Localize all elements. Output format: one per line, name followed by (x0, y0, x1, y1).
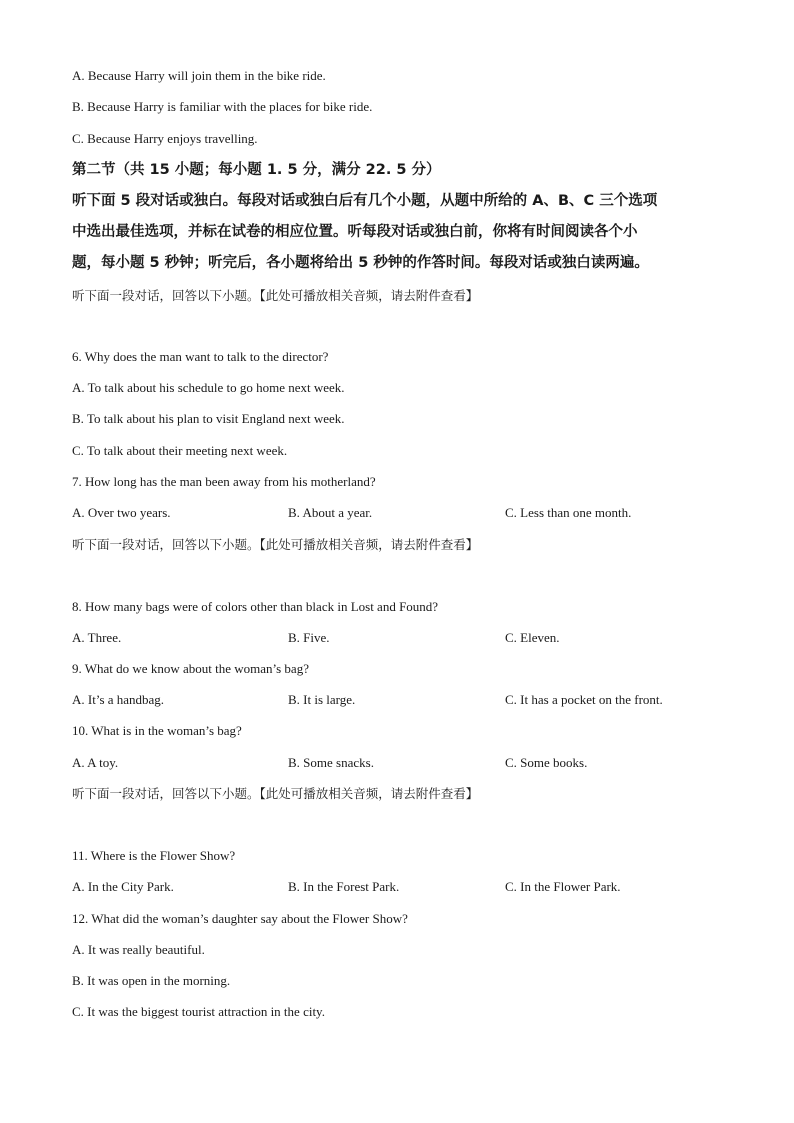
q9-option-c: C. It has a pocket on the front. (505, 692, 663, 707)
q11-option-a: A. In the City Park. (72, 879, 174, 894)
q11-option-c: C. In the Flower Park. (505, 879, 621, 894)
q6-option-c: C. To talk about their meeting next week. (72, 443, 288, 458)
q12-question: 12. What did the woman’s daughter say about the Flower Show? (72, 911, 408, 926)
q5-option-b: B. Because Harry is familiar with the places for bike ride. (72, 99, 373, 114)
q10-option-c: C. Some books. (505, 755, 588, 770)
q10-option-b: B. Some snacks. (288, 755, 374, 770)
q7-option-b: B. About a year. (288, 505, 373, 520)
q8-question: 8. How many bags were of colors other than black in Lost and Found? (72, 599, 439, 614)
q8-option-a: A. Three. (72, 630, 122, 645)
q6-question: 6. Why does the man want to talk to the director? (72, 349, 329, 364)
q8-option-b: B. Five. (288, 630, 330, 645)
audio-note: 听下面一段对话，回答以下小题。【此处可播放相关音频，请去附件查看】 (72, 537, 479, 552)
q7-option-a: A. Over two years. (72, 505, 171, 520)
q7-question: 7. How long has the man been away from his motherland? (72, 474, 376, 489)
q10-option-a: A. A toy. (72, 755, 119, 770)
q12-option-b: B. It was open in the morning. (72, 973, 231, 988)
q12-option-a: A. It was really beautiful. (72, 942, 205, 957)
q12-option-c: C. It was the biggest tourist attraction in the city. (72, 1004, 325, 1019)
q5-option-c: C. Because Harry enjoys travelling. (72, 131, 258, 146)
section-heading: 第二节（共 15 小题；每小题 1. 5 分，满分 22. 5 分） (72, 162, 441, 178)
section-instructions-line-1: 听下面 5 段对话或独白。每段对话或独白后有几个小题，从题中所给的 A、B、C 三个选项 (72, 193, 658, 209)
q7-option-c: C. Less than one month. (505, 505, 632, 520)
q11-question: 11. Where is the Flower Show? (72, 848, 236, 863)
q9-option-b: B. It is large. (288, 692, 356, 707)
q6-option-b: B. To talk about his plan to visit England next week. (72, 411, 345, 426)
q9-option-a: A. It’s a handbag. (72, 692, 165, 707)
q5-option-a: A. Because Harry will join them in the bike ride. (72, 68, 326, 83)
q8-option-c: C. Eleven. (505, 630, 560, 645)
q9-question: 9. What do we know about the woman’s bag? (72, 661, 309, 676)
q11-option-b: B. In the Forest Park. (288, 879, 400, 894)
q6-option-a: A. To talk about his schedule to go home next week. (72, 380, 345, 395)
section-instructions-line-3: 题，每小题 5 秒钟；听完后，各小题将给出 5 秒钟的作答时间。每段对话或独白读两遍。 (72, 255, 649, 271)
q10-question: 10. What is in the woman’s bag? (72, 723, 242, 738)
audio-note: 听下面一段对话，回答以下小题。【此处可播放相关音频，请去附件查看】 (72, 288, 479, 303)
audio-note: 听下面一段对话，回答以下小题。【此处可播放相关音频，请去附件查看】 (72, 786, 479, 801)
section-instructions-line-2: 中选出最佳选项，并标在试卷的相应位置。听每段对话或独白前，你将有时间阅读各个小 (72, 224, 638, 240)
